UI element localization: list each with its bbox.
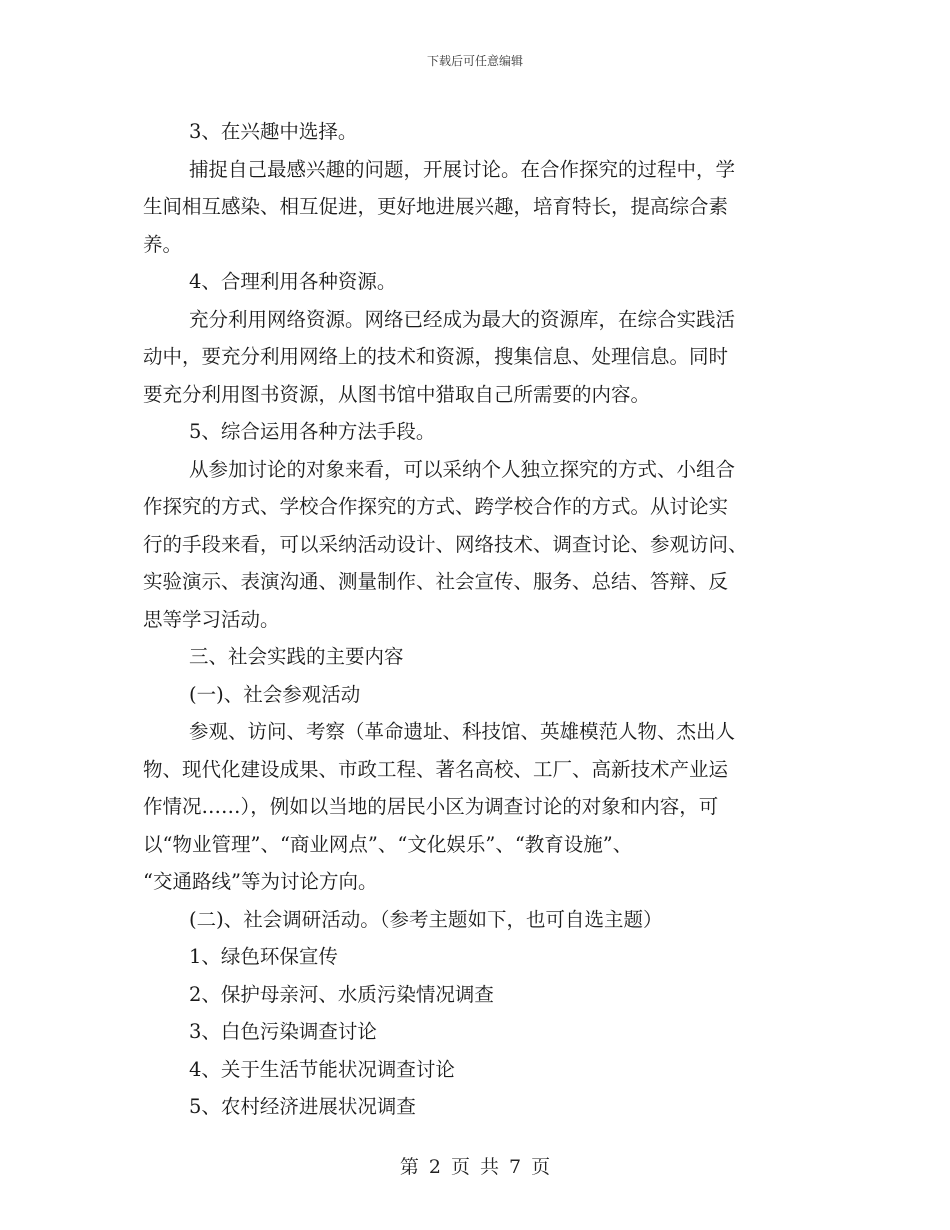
paragraph-line: 要充分利用图书资源，从图书馆中猎取自己所需要的内容。: [143, 382, 651, 406]
paragraph-line: (二)、社会调研活动。（参考主题如下，也可自选主题）: [189, 907, 663, 931]
page-header: 下载后可任意编辑: [426, 54, 523, 68]
paragraph-line: 从参加讨论的对象来看，可以采纳个人独立探究的方式、小组合: [189, 457, 736, 481]
paragraph-line: 养。: [143, 232, 183, 256]
paragraph-line: 4、关于生活节能状况调查讨论: [189, 1057, 455, 1081]
paragraph-line: 三、社会实践的主要内容: [189, 645, 404, 668]
paragraph-line: 5、农村经济进展状况调查: [189, 1095, 416, 1118]
paragraph-line: “交通路线”等为讨论方向。: [143, 870, 378, 893]
paragraph: [143, 1013, 813, 1051]
paragraph-line: 思等学习活动。: [143, 607, 280, 631]
document-body: [143, 113, 813, 1126]
page-footer: 第 2 页 共 7 页: [399, 1156, 551, 1178]
paragraph-line: 动中，要充分利用网络上的技术和资源，搜集信息、处理信息。同时: [143, 345, 729, 368]
paragraph-line: 2、保护母亲河、水质污染情况调查: [189, 982, 494, 1006]
paragraph: [143, 1088, 813, 1126]
paragraph-line: 物、现代化建设成果、市政工程、著名高校、工厂、高新技术产业运: [143, 757, 729, 781]
paragraph-line: 以“物业管理”、“商业网点”、“文化娱乐”、“教育设施”、: [143, 832, 633, 856]
paragraph-line: 1、绿色环保宣传: [189, 945, 338, 968]
paragraph: [143, 451, 813, 639]
paragraph-line: 3、在兴趣中选择。: [189, 120, 358, 143]
paragraph: [143, 638, 813, 676]
paragraph-line: 实验演示、表演沟通、测量制作、社会宣传、服务、总结、答辩、反: [143, 570, 729, 593]
paragraph: [143, 676, 813, 714]
paragraph: [143, 713, 813, 901]
paragraph-line: 行的手段来看，可以采纳活动设计、网络技术、调查讨论、参观访问、: [143, 532, 748, 556]
paragraph-line: 5、综合运用各种方法手段。: [189, 420, 436, 443]
paragraph-line: 参观、访问、考察（革命遗址、科技馆、英雄模范人物、杰出人: [189, 720, 736, 743]
paragraph-line: (一)、社会参观活动: [189, 682, 361, 706]
paragraph: [143, 1051, 813, 1089]
paragraph: [143, 151, 813, 264]
paragraph-line: 作探究的方式、学校合作探究的方式、跨学校合作的方式。从讨论实: [143, 495, 729, 518]
paragraph-line: 生间相互感染、相互促进，更好地进展兴趣，培育特长，提高综合素: [143, 195, 729, 218]
paragraph: [143, 301, 813, 414]
paragraph-line: 充分利用网络资源。网络已经成为最大的资源库，在综合实践活: [189, 307, 736, 331]
paragraph: [143, 263, 813, 301]
paragraph-line: 捕捉自己最感兴趣的问题，开展讨论。在合作探究的过程中，学: [189, 157, 736, 181]
paragraph: [143, 976, 813, 1014]
paragraph-line: 4、合理利用各种资源。: [189, 270, 397, 293]
paragraph: [143, 938, 813, 976]
paragraph: [143, 901, 813, 939]
paragraph-line: 作情况……），例如以当地的居民小区为调查讨论的对象和内容，可: [143, 795, 719, 818]
paragraph: [143, 113, 813, 151]
paragraph-line: 3、白色污染调查讨论: [189, 1020, 377, 1043]
paragraph: [143, 413, 813, 451]
